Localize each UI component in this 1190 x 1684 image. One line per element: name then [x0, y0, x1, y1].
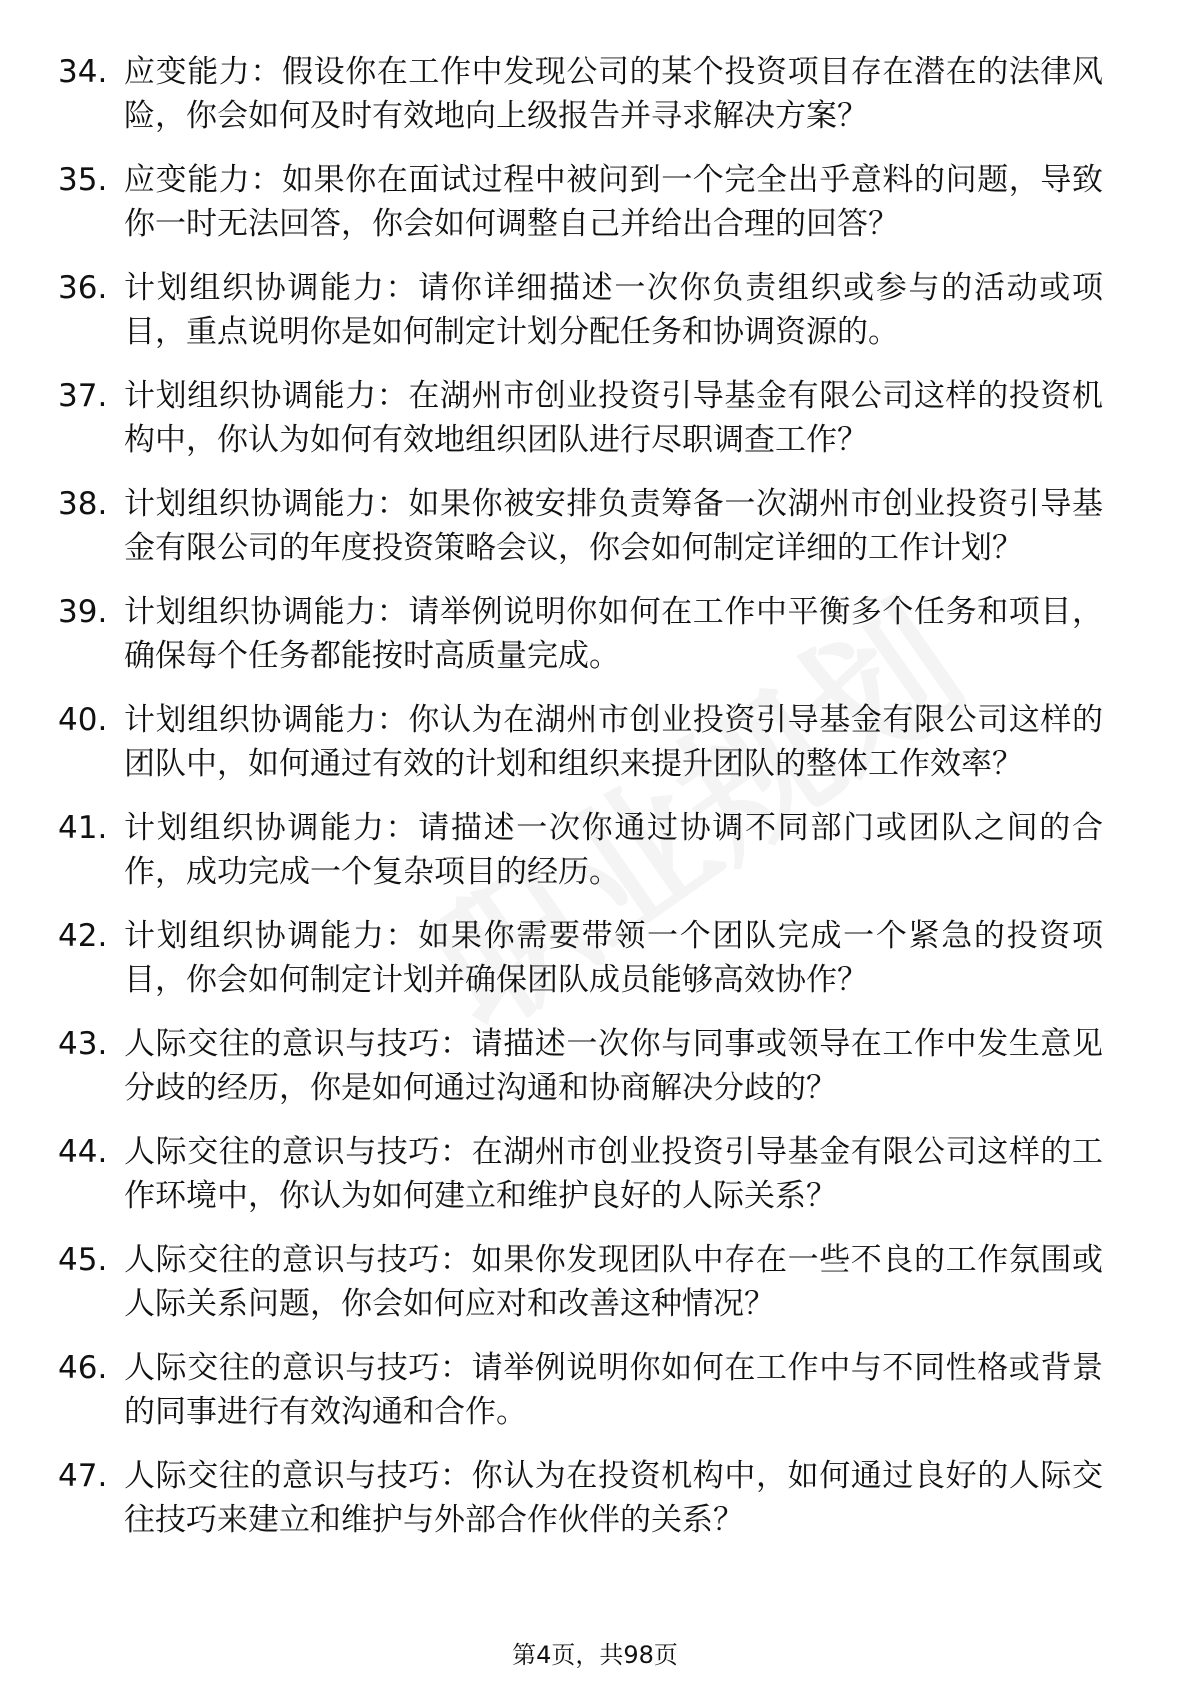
question-list — [58, 50, 1103, 1562]
list-item — [58, 1130, 1103, 1218]
question-number: 42. — [58, 918, 108, 954]
list-item — [58, 374, 1103, 462]
question-text: 人际交往的意识与技巧：请举例说明你如何在工作中与不同性格或背景的同事进行有效沟通和合作。 — [124, 1350, 1103, 1430]
question-number: 46. — [58, 1350, 108, 1386]
list-item — [58, 1454, 1103, 1542]
question-text: 计划组织协调能力：请描述一次你通过协调不同部门或团队之间的合作，成功完成一个复杂项目的经历。 — [124, 810, 1103, 890]
question-number: 40. — [58, 702, 108, 738]
list-item — [58, 50, 1103, 138]
question-number: 35. — [58, 162, 108, 198]
question-text: 人际交往的意识与技巧：如果你发现团队中存在一些不良的工作氛围或人际关系问题，你会如何应对和改善这种情况？ — [124, 1242, 1103, 1322]
page-footer: 第4页，共98页 — [512, 1641, 678, 1669]
question-text: 应变能力：假设你在工作中发现公司的某个投资项目存在潜在的法律风险，你会如何及时有效地向上级报告并寻求解决方案？ — [124, 54, 1103, 134]
list-item — [58, 1022, 1103, 1110]
list-item — [58, 914, 1103, 1002]
list-item — [58, 158, 1103, 246]
list-item — [58, 266, 1103, 354]
question-text: 计划组织协调能力：你认为在湖州市创业投资引导基金有限公司这样的团队中，如何通过有效的计划和组织来提升团队的整体工作效率？ — [124, 702, 1103, 782]
question-number: 43. — [58, 1026, 108, 1062]
list-item — [58, 1238, 1103, 1326]
question-number: 38. — [58, 486, 108, 522]
list-item — [58, 482, 1103, 570]
question-number: 36. — [58, 270, 108, 306]
question-number: 44. — [58, 1134, 108, 1170]
list-item — [58, 806, 1103, 894]
question-text: 人际交往的意识与技巧：请描述一次你与同事或领导在工作中发生意见分歧的经历，你是如何通过沟通和协商解决分歧的？ — [124, 1026, 1103, 1106]
question-text: 人际交往的意识与技巧：在湖州市创业投资引导基金有限公司这样的工作环境中，你认为如何建立和维护良好的人际关系？ — [124, 1134, 1103, 1214]
question-number: 39. — [58, 594, 108, 630]
question-text: 计划组织协调能力：请举例说明你如何在工作中平衡多个任务和项目，确保每个任务都能按时高质量完成。 — [124, 594, 1103, 674]
question-text: 计划组织协调能力：如果你被安排负责筹备一次湖州市创业投资引导基金有限公司的年度投资策略会议，你会如何制定详细的工作计划？ — [124, 486, 1103, 566]
question-text: 计划组织协调能力：如果你需要带领一个团队完成一个紧急的投资项目，你会如何制定计划并确保团队成员能够高效协作？ — [124, 918, 1103, 998]
question-number: 37. — [58, 378, 108, 414]
list-item — [58, 1346, 1103, 1434]
list-item — [58, 698, 1103, 786]
question-text: 应变能力：如果你在面试过程中被问到一个完全出乎意料的问题，导致你一时无法回答，你会如何调整自己并给出合理的回答？ — [124, 162, 1103, 242]
question-text: 人际交往的意识与技巧：你认为在投资机构中，如何通过良好的人际交往技巧来建立和维护与外部合作伙伴的关系？ — [124, 1458, 1103, 1538]
list-item — [58, 590, 1103, 678]
question-text: 计划组织协调能力：在湖州市创业投资引导基金有限公司这样的投资机构中，你认为如何有效地组织团队进行尽职调查工作？ — [124, 378, 1103, 458]
question-number: 41. — [58, 810, 108, 846]
question-number: 45. — [58, 1242, 108, 1278]
question-text: 计划组织协调能力：请你详细描述一次你负责组织或参与的活动或项目，重点说明你是如何制定计划分配任务和协调资源的。 — [124, 270, 1103, 350]
question-number: 34. — [58, 54, 108, 90]
question-number: 47. — [58, 1458, 108, 1494]
